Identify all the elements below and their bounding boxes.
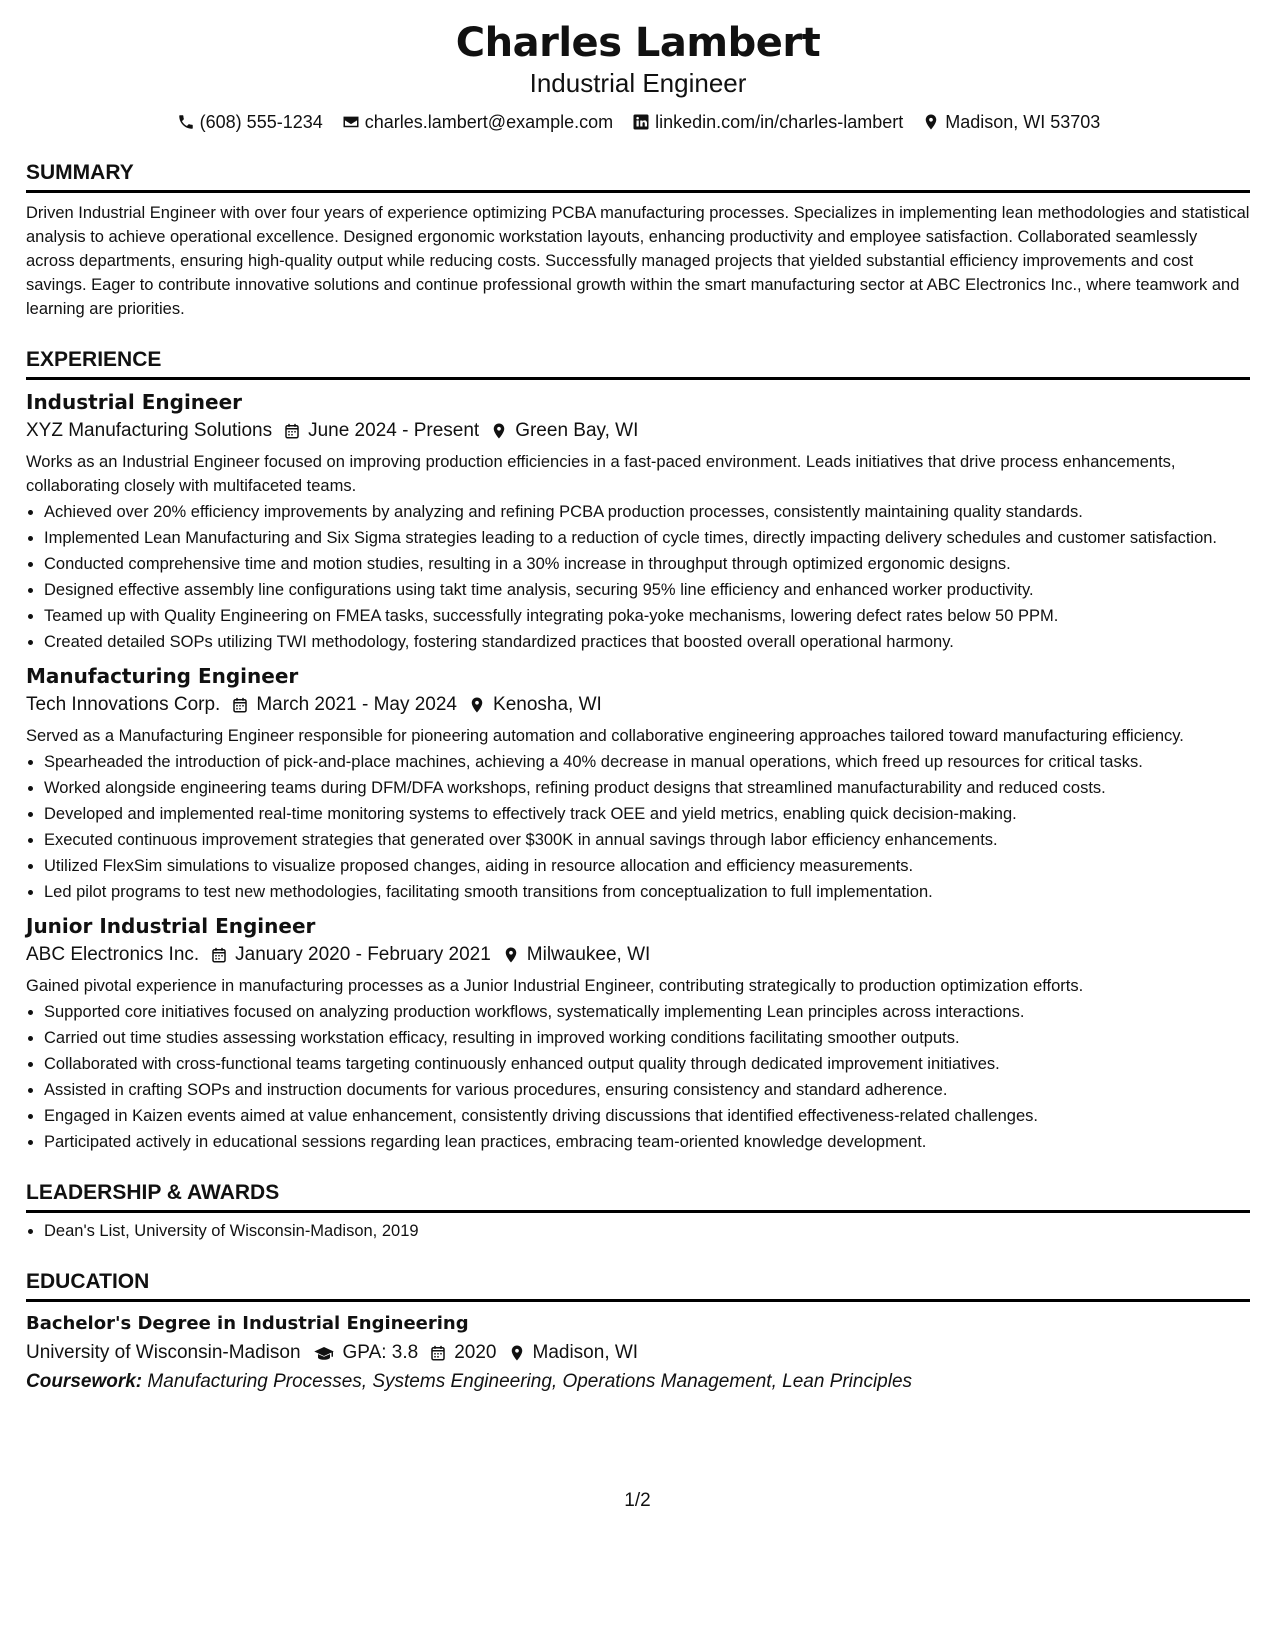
candidate-title: Industrial Engineer [529,68,747,98]
candidate-name: Charles Lambert [455,20,821,66]
list-item: • Implemented Lean Manufacturing and Six Sigma strategies leading to a reduction of cycle times, directly impacting delivery schedules and customer satisfaction. [44,526,1250,550]
job-company: XYZ Manufacturing Solutions [26,420,273,441]
contact-linkedin[interactable] [631,110,903,134]
contact-email[interactable] [341,110,613,134]
job-dates-text: January 2020 - February 2021 [235,944,491,965]
list-item: • Created detailed SOPs utilizing TWI methodology, fostering standardized practices that boosted overall operational harmony. [44,630,1250,654]
list-item: • Worked alongside engineering teams during DFM/DFA workshops, refining product designs that streamlined manufacturability and reduced costs. [44,776,1250,800]
linkedin-icon [631,112,651,132]
job-entry [26,388,1250,654]
page-number: 1/2 [624,1490,651,1511]
coursework [26,1368,1250,1396]
degree-title: Bachelor's Degree in Industrial Engineering [26,1313,469,1334]
map-pin-icon [501,945,521,965]
job-description: Gained pivotal experience in manufacturing processes as a Junior Industrial Engineer, contributing strategically to production optimization efforts. [26,977,1084,995]
coursework-text: Manufacturing Processes, Systems Engineering, Operations Management, Lean Principles [147,1371,913,1392]
list-item: • Conducted comprehensive time and motion studies, resulting in a 30% increase in throughput through optimized ergonomic designs. [44,552,1250,576]
awards-heading: LEADERSHIP & AWARDS [26,1180,1250,1213]
list-item: • Executed continuous improvement strategies that generated over $300K in annual savings through labor efficiency enhancements. [44,828,1250,852]
map-pin-icon [489,421,509,441]
job-bullets [26,500,1250,654]
location-text: Madison, WI 53703 [945,112,1101,132]
contact-phone [176,110,323,134]
job-meta [26,690,1250,720]
list-item: • Led pilot programs to test new methodologies, facilitating smooth transitions from conceptualization to full implementation. [44,880,1250,904]
summary-text: Driven Industrial Engineer with over four years of experience optimizing PCBA manufacturing processes. Specializes in implementing lean methodologies and statistical analysis to achieve operational excellence. Designed ergonomic workstation layouts, enhancing productivity and employee satisfaction. Collaborated seamlessly across departments, ensuring high-quality output while reducing costs. Successfully managed projects that yielded substantial efficiency improvements and cost savings. Eager to contribute innovative solutions and continue professional growth within the smart manufacturing sector at ABC Electronics Inc., where teamwork and learning are priorities. [26,204,1250,318]
job-entry [26,912,1250,1154]
list-item: • Assisted in crafting SOPs and instruction documents for various procedures, ensuring consistency and standard adherence. [44,1078,1250,1102]
job-bullets [26,750,1250,904]
job-location [489,416,638,446]
job-dates [282,416,479,446]
summary-heading: SUMMARY [26,160,1250,193]
experience-heading: EXPERIENCE [26,347,1250,380]
list-item: • Designed effective assembly line configurations using takt time analysis, securing 95% line efficiency and enhanced worker productivity. [44,578,1250,602]
education-location [507,1338,639,1368]
education-location-text: Madison, WI [532,1342,639,1363]
list-item: • Participated actively in educational sessions regarding lean practices, embracing team-oriented knowledge development. [44,1130,1250,1154]
list-item: • Spearheaded the introduction of pick-and-place machines, achieving a 40% decrease in manual operations, which freed up resources for critical tasks. [44,750,1250,774]
job-title: Industrial Engineer [26,390,243,414]
job-location [501,940,651,970]
job-meta [26,416,1250,446]
map-pin-icon [921,112,941,132]
job-bullets [26,1000,1250,1154]
list-item: • Collaborated with cross-functional teams targeting continuously enhanced output quality through dedicated improvement initiatives. [44,1052,1250,1076]
calendar-icon [428,1343,448,1363]
list-item: • Carried out time studies assessing workstation efficacy, resulting in improved working conditions facilitating smoother outputs. [44,1026,1250,1050]
awards-list [26,1219,1250,1243]
job-title: Manufacturing Engineer [26,664,299,688]
calendar-icon [209,945,229,965]
gpa-text: GPA: 3.8 [342,1342,419,1363]
contact-location [921,110,1100,134]
map-pin-icon [507,1343,527,1363]
job-dates [230,690,457,720]
job-entry [26,662,1250,904]
job-dates-text: March 2021 - May 2024 [256,694,458,715]
job-company: Tech Innovations Corp. [26,694,221,715]
job-description: Works as an Industrial Engineer focused on improving production efficiencies in a fast-paced environment. Leads initiatives that drive process enhancements, collaborating closely with multifaceted teams. [26,453,1176,495]
resume-page [26,18,1250,1396]
list-item: • Developed and implemented real-time monitoring systems to effectively track OEE and yield metrics, enabling quick decision-making. [44,802,1250,826]
school-name: University of Wisconsin-Madison [26,1342,301,1363]
linkedin-link[interactable]: linkedin.com/in/charles-lambert [655,112,904,132]
job-meta [26,940,1250,970]
graduation-cap-icon [311,1343,337,1363]
job-dates [209,940,491,970]
education-gpa [311,1338,419,1368]
list-item: • Engaged in Kaizen events aimed at value enhancement, consistently driving discussions that identified effectiveness-related challenges. [44,1104,1250,1128]
job-location-text: Green Bay, WI [515,420,639,441]
email-link[interactable]: charles.lambert@example.com [364,112,614,132]
job-dates-text: June 2024 - Present [308,420,480,441]
job-location [467,690,602,720]
year-text: 2020 [454,1342,497,1363]
education-meta [26,1338,1250,1368]
list-item: • Achieved over 20% efficiency improvements by analyzing and refining PCBA production processes, consistently maintaining quality standards. [44,500,1250,524]
list-item: • Teamed up with Quality Engineering on FMEA tasks, successfully integrating poka-yoke mechanisms, lowering defect rates below 50 PPM. [44,604,1250,628]
job-location-text: Milwaukee, WI [526,944,651,965]
map-pin-icon [467,695,487,715]
list-item: • Dean's List, University of Wisconsin-Madison, 2019 [44,1219,1250,1243]
coursework-label: Coursework: [26,1371,143,1392]
phone-text: (608) 555-1234 [199,112,323,132]
job-description: Served as a Manufacturing Engineer responsible for pioneering automation and collaborative engineering approaches tailored toward manufacturing efficiency. [26,727,1184,745]
contact-bar [26,110,1250,134]
phone-icon [176,112,196,132]
job-title: Junior Industrial Engineer [26,914,316,938]
envelope-icon [341,112,361,132]
calendar-icon [282,421,302,441]
education-year [428,1338,496,1368]
list-item: • Supported core initiatives focused on analyzing production workflows, systematically implementing Lean principles across interactions. [44,1000,1250,1024]
job-company: ABC Electronics Inc. [26,944,200,965]
calendar-icon [230,695,250,715]
list-item: • Utilized FlexSim simulations to visualize proposed changes, aiding in resource allocation and efficiency measurements. [44,854,1250,878]
job-location-text: Kenosha, WI [493,694,602,715]
education-heading: EDUCATION [26,1269,1250,1302]
